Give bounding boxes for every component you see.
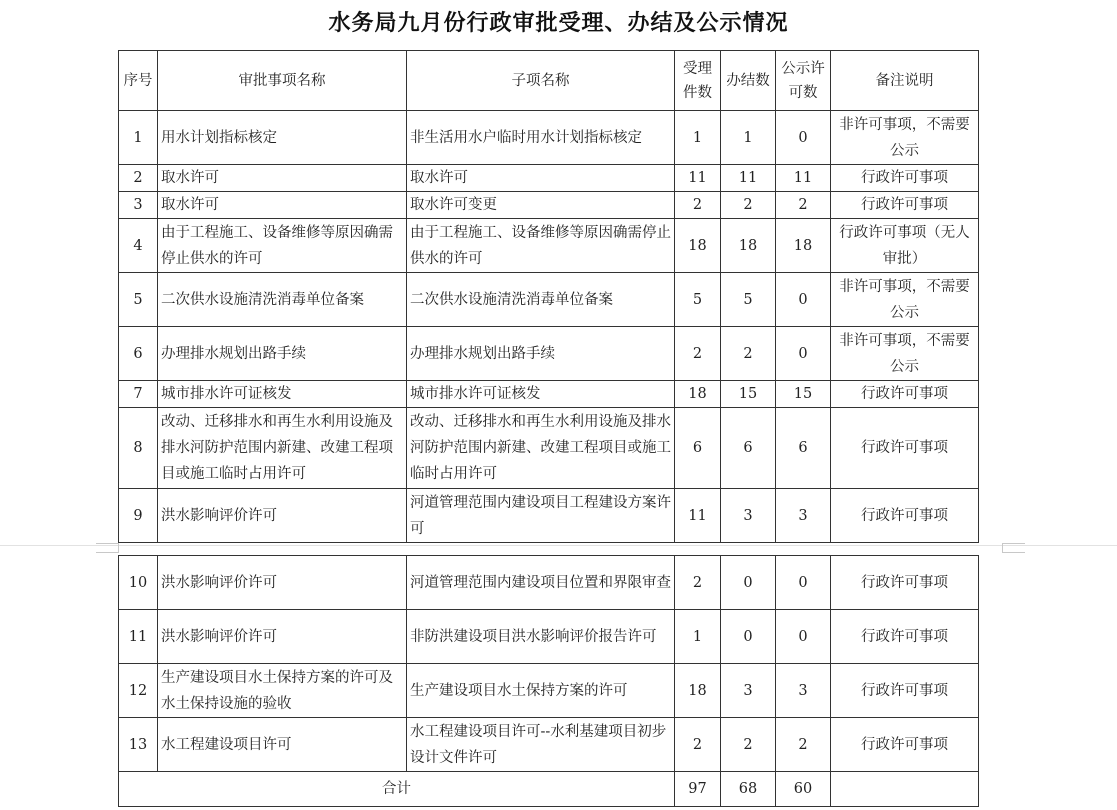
cell-accepted: 2 [675, 718, 721, 772]
header-remarks: 备注说明 [831, 51, 979, 111]
cell-accepted: 5 [675, 273, 721, 327]
header-published: 公示许可数 [776, 51, 831, 111]
cell-remarks: 非许可事项，不需要公示 [831, 273, 979, 327]
cell-accepted: 11 [675, 165, 721, 192]
cell-item-name: 办理排水规划出路手续 [158, 327, 407, 381]
cell-sub-name: 生产建设项目水土保持方案的许可 [407, 664, 675, 718]
table-header-row [119, 51, 979, 111]
cell-sub-name: 由于工程施工、设备维修等原因确需停止供水的许可 [407, 219, 675, 273]
cell-remarks: 行政许可事项 [831, 664, 979, 718]
cell-item-name: 城市排水许可证核发 [158, 381, 407, 408]
header-item-name: 审批事项名称 [158, 51, 407, 111]
header-seq: 序号 [119, 51, 158, 111]
cell-sub-name: 办理排水规划出路手续 [407, 327, 675, 381]
cell-completed: 0 [721, 556, 776, 610]
table-row [119, 111, 979, 165]
cell-remarks: 行政许可事项 [831, 165, 979, 192]
cell-published: 0 [776, 327, 831, 381]
cell-sub-name: 城市排水许可证核发 [407, 381, 675, 408]
cell-completed: 15 [721, 381, 776, 408]
cell-item-name: 洪水影响评价许可 [158, 489, 407, 543]
page-corner-mark [1002, 543, 1025, 553]
cell-accepted: 6 [675, 408, 721, 489]
cell-seq: 3 [119, 192, 158, 219]
cell-item-name: 改动、迁移排水和再生水利用设施及排水河防护范围内新建、改建工程项目或施工临时占用许可 [158, 408, 407, 489]
total-published: 60 [776, 772, 831, 807]
cell-seq: 7 [119, 381, 158, 408]
cell-seq: 10 [119, 556, 158, 610]
approval-table-part1 [118, 50, 979, 543]
cell-completed: 6 [721, 408, 776, 489]
table-row [119, 664, 979, 718]
cell-completed: 0 [721, 610, 776, 664]
header-completed: 办结数 [721, 51, 776, 111]
cell-seq: 1 [119, 111, 158, 165]
total-row [119, 772, 979, 807]
cell-published: 2 [776, 192, 831, 219]
cell-item-name: 洪水影响评价许可 [158, 556, 407, 610]
cell-remarks: 行政许可事项 [831, 408, 979, 489]
cell-remarks: 非许可事项，不需要公示 [831, 111, 979, 165]
cell-remarks: 行政许可事项 [831, 489, 979, 543]
cell-accepted: 18 [675, 219, 721, 273]
cell-sub-name: 河道管理范围内建设项目工程建设方案许可 [407, 489, 675, 543]
cell-completed: 2 [721, 192, 776, 219]
page-break-line [0, 545, 1117, 546]
cell-sub-name: 取水许可 [407, 165, 675, 192]
cell-completed: 1 [721, 111, 776, 165]
cell-remarks: 非许可事项，不需要公示 [831, 327, 979, 381]
cell-sub-name: 二次供水设施清洗消毒单位备案 [407, 273, 675, 327]
table-row [119, 408, 979, 489]
cell-item-name: 洪水影响评价许可 [158, 610, 407, 664]
table-row [119, 718, 979, 772]
page-corner-mark [96, 543, 119, 553]
cell-sub-name: 水工程建设项目许可--水利基建项目初步设计文件许可 [407, 718, 675, 772]
cell-item-name: 取水许可 [158, 192, 407, 219]
total-completed: 68 [721, 772, 776, 807]
cell-published: 11 [776, 165, 831, 192]
cell-published: 2 [776, 718, 831, 772]
table-row [119, 556, 979, 610]
cell-completed: 3 [721, 489, 776, 543]
cell-completed: 3 [721, 664, 776, 718]
cell-completed: 11 [721, 165, 776, 192]
table-row [119, 165, 979, 192]
cell-sub-name: 取水许可变更 [407, 192, 675, 219]
cell-published: 0 [776, 273, 831, 327]
cell-remarks: 行政许可事项 [831, 556, 979, 610]
cell-seq: 13 [119, 718, 158, 772]
total-remarks [831, 772, 979, 807]
cell-item-name: 由于工程施工、设备维修等原因确需停止供水的许可 [158, 219, 407, 273]
cell-seq: 11 [119, 610, 158, 664]
total-label: 合计 [119, 772, 675, 807]
cell-published: 15 [776, 381, 831, 408]
cell-remarks: 行政许可事项 [831, 381, 979, 408]
cell-published: 0 [776, 556, 831, 610]
cell-accepted: 1 [675, 111, 721, 165]
table-row [119, 381, 979, 408]
cell-remarks: 行政许可事项（无人审批） [831, 219, 979, 273]
cell-item-name: 二次供水设施清洗消毒单位备案 [158, 273, 407, 327]
total-accepted: 97 [675, 772, 721, 807]
approval-table-part2 [118, 555, 979, 807]
cell-seq: 8 [119, 408, 158, 489]
table-row [119, 273, 979, 327]
cell-seq: 9 [119, 489, 158, 543]
cell-completed: 2 [721, 718, 776, 772]
cell-sub-name: 改动、迁移排水和再生水利用设施及排水河防护范围内新建、改建工程项目或施工临时占用许可 [407, 408, 675, 489]
cell-item-name: 水工程建设项目许可 [158, 718, 407, 772]
header-sub-name: 子项名称 [407, 51, 675, 111]
table-row [119, 192, 979, 219]
cell-seq: 6 [119, 327, 158, 381]
table-row [119, 610, 979, 664]
cell-published: 0 [776, 610, 831, 664]
cell-published: 3 [776, 664, 831, 718]
cell-accepted: 2 [675, 192, 721, 219]
cell-accepted: 11 [675, 489, 721, 543]
cell-seq: 2 [119, 165, 158, 192]
cell-accepted: 18 [675, 664, 721, 718]
page-title: 水务局九月份行政审批受理、办结及公示情况 [328, 10, 789, 36]
cell-remarks: 行政许可事项 [831, 192, 979, 219]
cell-published: 6 [776, 408, 831, 489]
cell-remarks: 行政许可事项 [831, 718, 979, 772]
cell-sub-name: 非生活用水户临时用水计划指标核定 [407, 111, 675, 165]
cell-seq: 5 [119, 273, 158, 327]
table-row [119, 327, 979, 381]
cell-accepted: 2 [675, 556, 721, 610]
cell-completed: 5 [721, 273, 776, 327]
cell-published: 18 [776, 219, 831, 273]
table-row [119, 219, 979, 273]
cell-seq: 12 [119, 664, 158, 718]
cell-seq: 4 [119, 219, 158, 273]
cell-item-name: 用水计划指标核定 [158, 111, 407, 165]
cell-published: 3 [776, 489, 831, 543]
cell-item-name: 取水许可 [158, 165, 407, 192]
cell-remarks: 行政许可事项 [831, 610, 979, 664]
cell-completed: 18 [721, 219, 776, 273]
header-accepted: 受理件数 [675, 51, 721, 111]
cell-completed: 2 [721, 327, 776, 381]
cell-item-name: 生产建设项目水土保持方案的许可及水土保持设施的验收 [158, 664, 407, 718]
cell-sub-name: 非防洪建设项目洪水影响评价报告许可 [407, 610, 675, 664]
cell-accepted: 18 [675, 381, 721, 408]
cell-sub-name: 河道管理范围内建设项目位置和界限审查 [407, 556, 675, 610]
cell-published: 0 [776, 111, 831, 165]
cell-accepted: 1 [675, 610, 721, 664]
table-row [119, 489, 979, 543]
cell-accepted: 2 [675, 327, 721, 381]
